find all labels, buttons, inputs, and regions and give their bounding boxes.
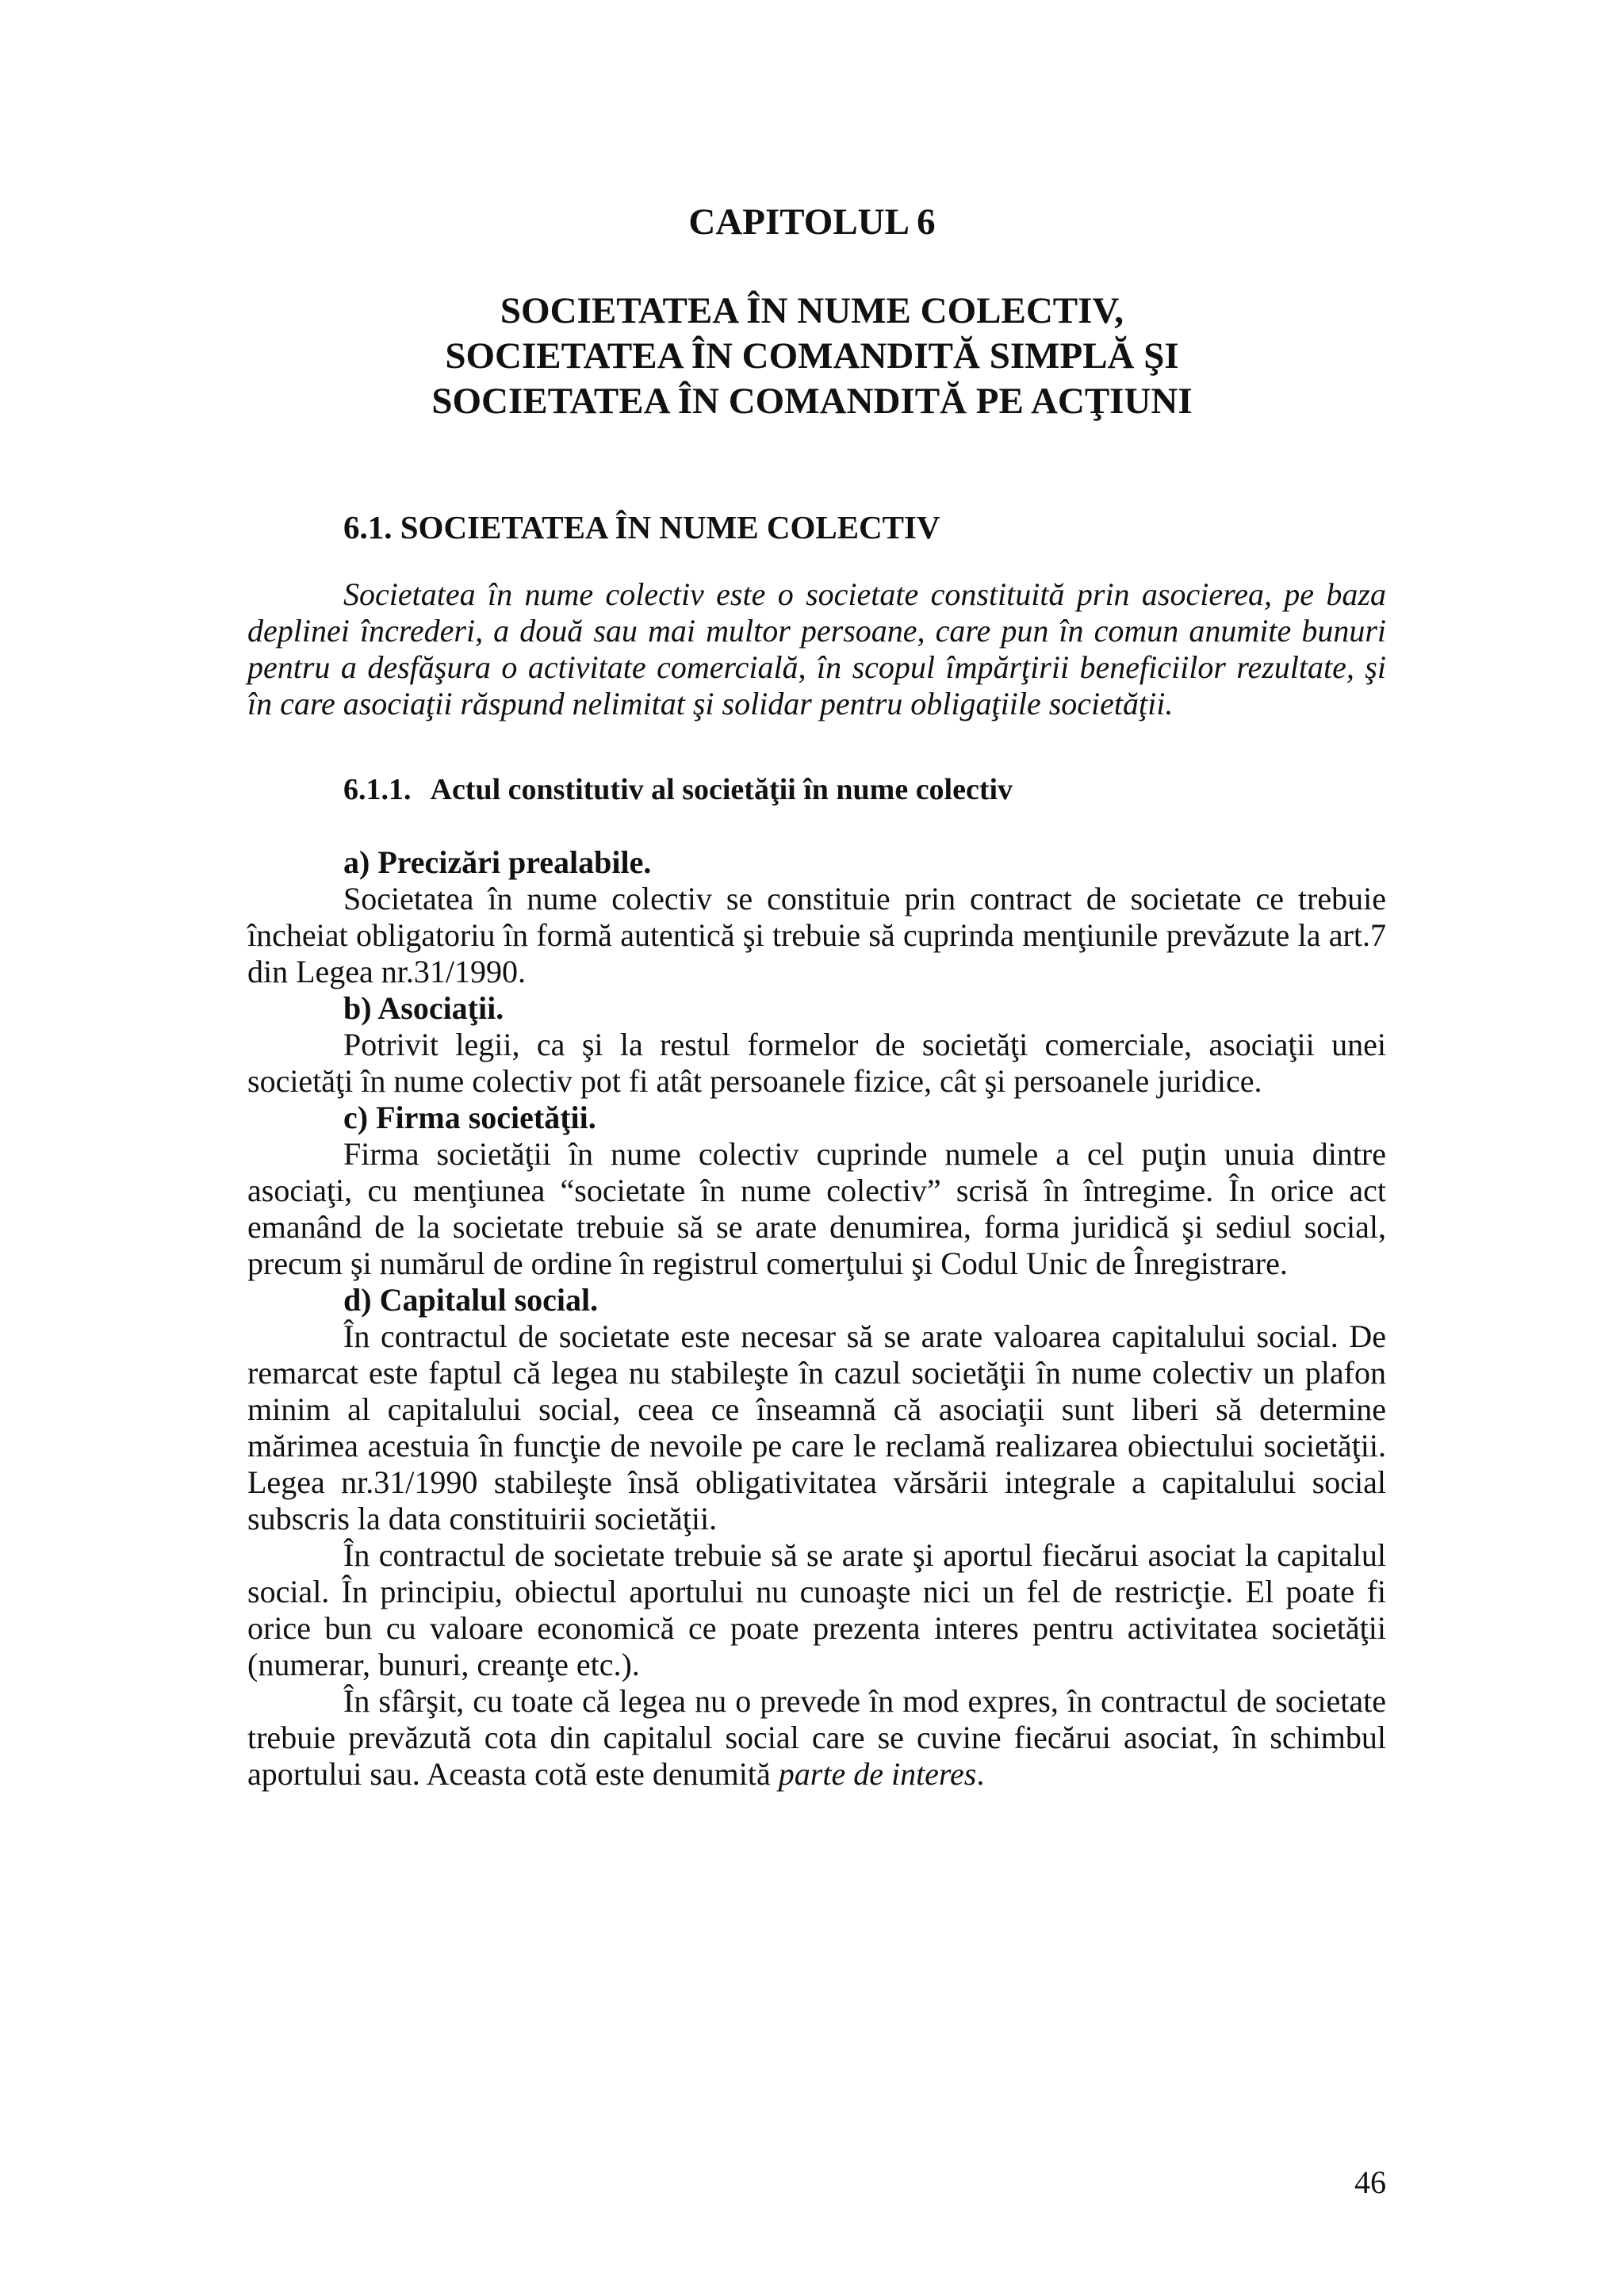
paragraph-preliminary: Societatea în nume colectiv se constituie prin contract de societate ce trebuie încheiat obligatoriu în formă autentică şi trebuie să cuprinda menţiunile prevăzute la art.7 din Legea nr.31/1990. [247, 881, 1386, 989]
page-number: 46 [1354, 2164, 1386, 2200]
label-company-name: c) Firma societăţii. [343, 1100, 596, 1135]
section-heading: 6.1. SOCIETATEA ÎN NUME COLECTIV [343, 509, 940, 545]
paragraph-associates: Potrivit legii, ca şi la restul formelor de societăţi comerciale, asociaţii unei societăţi în nume colectiv pot fi atât persoanele fizice, cât şi persoanele juridice. [247, 1027, 1386, 1099]
interest-share-end: . [976, 1756, 985, 1792]
subsection-heading [343, 771, 1013, 808]
label-share-capital: d) Capitalul social. [343, 1282, 599, 1318]
paragraph-interest-share [247, 1683, 1386, 1793]
interest-share-text: În sfârşit, cu toate că legea nu o prevede în mod expres, în contractul de societate trebuie prevăzută cota din capitalul social care se cuvine fiecărui asociat, în schimbul aportului sau. Aceasta cotă este denumită [247, 1683, 1386, 1792]
label-preliminary: a) Precizări prealabile. [343, 844, 652, 880]
chapter-title-line: SOCIETATEA ÎN COMANDITĂ SIMPLĂ ŞI [445, 335, 1179, 377]
interest-share-term: parte de interes [778, 1756, 977, 1792]
subsection-title: Actul constitutiv al societăţii în nume colectiv [430, 773, 1013, 806]
definition-paragraph: Societatea în nume colectiv este o societate constituită prin asocierea, pe baza deplinei încrederi, a două sau mai multor persoane, care pun în comun anumite bunuri pentru a desfăşura o activitate comercială, în scopul împărţirii beneficiilor rezultate, şi în care asociaţii răspund nelimitat şi solidar pentru obligaţiile societăţii. [247, 576, 1386, 721]
chapter-heading: CAPITOLUL 6 [688, 201, 936, 243]
chapter-title [0, 289, 1624, 424]
label-associates: b) Asociaţii. [343, 990, 504, 1026]
paragraph-contribution: În contractul de societate trebuie să se arate şi aportul fiecărui asociat la capitalul social. În principiu, obiectul aportului nu cunoaşte nici un fel de restricţie. El poate fi orice bun cu valoare economică ce poate prezenta interes pentru activitatea societăţii (numerar, bunuri, creanţe etc.). [247, 1537, 1386, 1682]
chapter-title-line: SOCIETATEA ÎN COMANDITĂ PE ACŢIUNI [431, 381, 1193, 422]
paragraph-share-capital: În contractul de societate este necesar să se arate valoarea capitalului social. De remarcat este faptul că legea nu stabileşte în cazul societăţii în nume colectiv un plafon minim al capitalului social, ceea ce înseamnă că asociaţii sunt liberi să determine mărimea acestuia în funcţie de nevoile pe care le reclamă realizarea obiectului societăţii. Legea nr.31/1990 stabileşte însă obligativitatea vărsării integrale a capitalului social subscris la data constituirii societăţii. [247, 1318, 1386, 1536]
chapter-title-line: SOCIETATEA ÎN NUME COLECTIV, [500, 290, 1124, 331]
subsection-number: 6.1.1. [343, 773, 412, 806]
paragraph-company-name: Firma societăţii în nume colectiv cuprinde numele a cel puţin unuia dintre asociaţi, cu menţiunea “societate în nume colectiv” scrisă în întregime. În orice act emanând de la societate trebuie să se arate denumirea, forma juridică şi sediul social, precum şi numărul de ordine în registrul comerţului şi Codul Unic de Înregistrare. [247, 1136, 1386, 1281]
